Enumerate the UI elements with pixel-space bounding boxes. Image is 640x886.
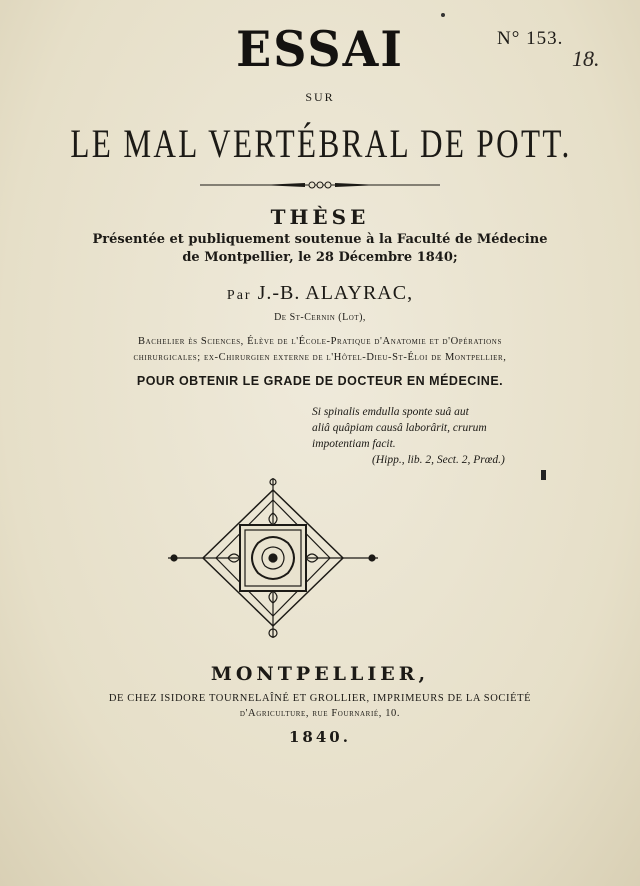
author-line [0, 282, 640, 305]
author-name: J.-B. ALAYRAC, [257, 282, 414, 304]
epigraph-line-3: impotentiam facit. [312, 438, 396, 450]
author-origin: De St-Cernin (Lot), [274, 312, 366, 323]
handwritten-number: 18. [572, 46, 600, 71]
publication-year: 1840. [289, 728, 351, 746]
qualifications-line-1: Bachelier ès Sciences, Élève de l'École-Pratique d'Anatomie et d'Opérations [138, 336, 502, 347]
presentation-line-1: Présentée et publiquement soutenue à la Faculté de Médecine [92, 232, 548, 247]
epigraph-line-1: Si spinalis emdulla sponte suâ aut [312, 406, 469, 418]
printer-line-2: d'Agriculture, rue Fournarié, 10. [239, 708, 401, 719]
decorative-rule [200, 176, 440, 194]
ink-mark [541, 470, 546, 480]
these-heading: THÈSE [270, 205, 370, 229]
epigraph-source: (Hipp., lib. 2, Sect. 2, Prœd.) [372, 454, 505, 466]
degree-line: POUR OBTENIR LE GRADE DE DOCTEUR EN MÉDECINE. [136, 374, 504, 388]
imprint-city: MONTPELLIER, [210, 663, 430, 685]
presentation-line-2: de Montpellier, le 28 Décembre 1840; [182, 250, 458, 265]
catalog-number: N° 153. [497, 28, 564, 49]
qualifications-line-2: chirurgicales; ex-Chirurgien externe de l'Hôtel-Dieu-St-Éloi de Montpellier, [133, 352, 507, 363]
main-title: LE MAL VERTÉBRAL DE POTT. [70, 121, 572, 166]
essai-heading: ESSAI [236, 20, 404, 78]
par-word: Par [226, 288, 252, 303]
printer-line-1: DE CHEZ ISIDORE TOURNELAÎNÉ ET GROLLIER, IMPRIMEURS DE LA SOCIÉTÉ [108, 693, 532, 704]
ornament-vignette [168, 478, 378, 638]
sur-word: SUR [305, 90, 335, 104]
epigraph-line-2: aliâ quâpiam causâ laborârit, crurum [312, 422, 487, 434]
ink-spot [441, 13, 445, 17]
